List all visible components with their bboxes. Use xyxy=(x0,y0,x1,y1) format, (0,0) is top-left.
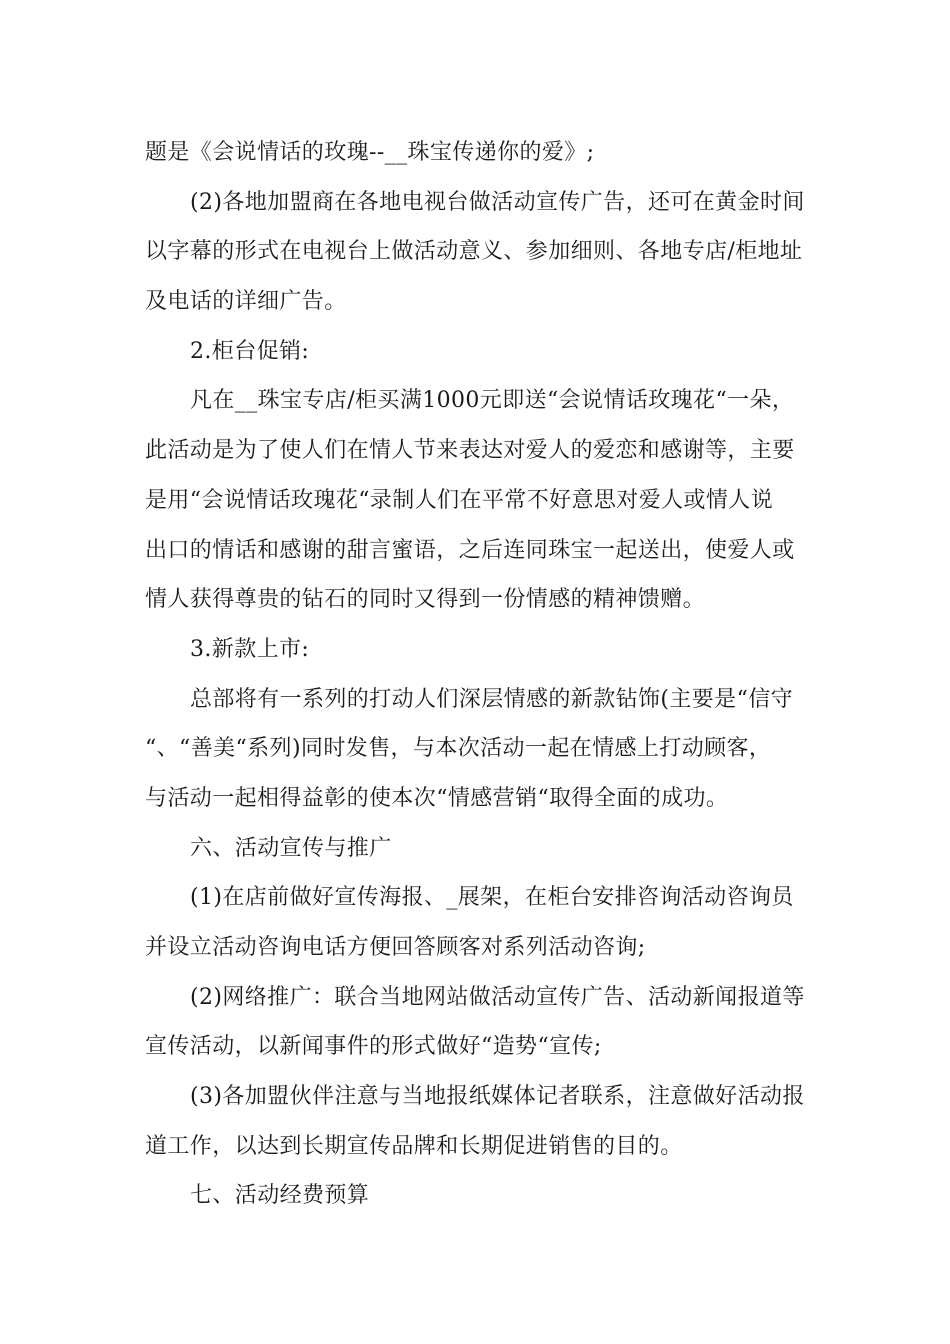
text-line: 情人获得尊贵的钻石的同时又得到一份情感的精神馈赠。 xyxy=(145,587,706,613)
section-heading: 七、活动经费预算 xyxy=(190,1183,370,1209)
text-line: 宣传活动，以新闻事件的形式做好“造势“宣传; xyxy=(145,1034,602,1060)
text-line: 此活动是为了使人们在情人节来表达对爱人的爱恋和感谢等，主要 xyxy=(145,438,795,464)
text-line: 题是《会说情话的玫瑰--__珠宝传递你的爱》; xyxy=(145,140,595,165)
text-line: 以字幕的形式在电视台上做活动意义、参加细则、各地专店/柜地址 xyxy=(145,239,803,265)
text-line: 与活动一起相得益彰的使本次“情感营销“取得全面的成功。 xyxy=(145,785,729,811)
text-line: 及电话的详细广告。 xyxy=(145,289,347,315)
text-line: 凡在__珠宝专店/柜买满1000元即送“会说情话玫瑰花“一朵， xyxy=(190,388,795,414)
section-heading: 3.新款上市: xyxy=(190,636,310,662)
text-line: 并设立活动咨询电话方便回答顾客对系列活动咨询; xyxy=(145,935,646,960)
text-line: (2)各地加盟商在各地电视台做活动宣传广告，还可在黄金时间 xyxy=(190,189,805,215)
text-line: 出口的情话和感谢的甜言蜜语，之后连同珠宝一起送出，使爱人或 xyxy=(145,537,795,563)
text-line: (3)各加盟伙伴注意与当地报纸媒体记者联系，注意做好活动报 xyxy=(190,1084,805,1110)
text-line: 是用“会说情话玫瑰花“录制人们在平常不好意思对爱人或情人说 xyxy=(145,487,774,513)
text-line: 总部将有一系列的打动人们深层情感的新款钻饰(主要是“信守 xyxy=(190,686,794,712)
text-line: “、“善美“系列)同时发售，与本次活动一起在情感上打动顾客， xyxy=(145,736,772,762)
section-heading: 六、活动宣传与推广 xyxy=(190,835,392,861)
text-line: (2)网络推广：联合当地网站做活动宣传广告、活动新闻报道等 xyxy=(190,984,805,1010)
section-heading: 2.柜台促销: xyxy=(190,338,310,364)
text-line: (1)在店前做好宣传海报、_展架，在柜台安排咨询活动咨询员 xyxy=(190,885,794,911)
document-body xyxy=(145,128,815,1221)
text-line: 道工作，以达到长期宣传品牌和长期促进销售的目的。 xyxy=(145,1133,683,1159)
